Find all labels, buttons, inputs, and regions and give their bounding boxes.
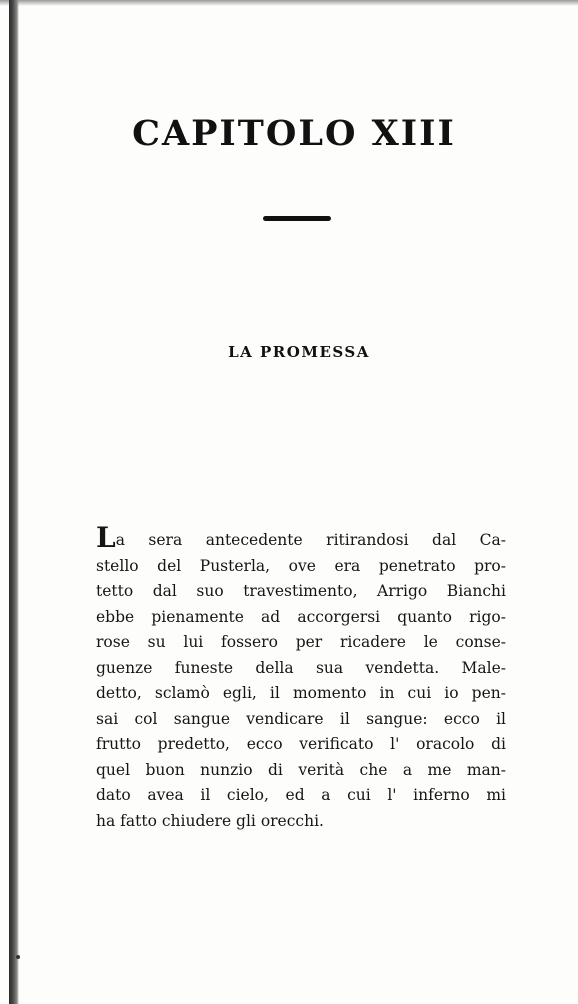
body-line-last: ha fatto chiudere gli orecchi. bbox=[96, 811, 324, 830]
body-line: rose su lui fossero per ricadere le conse- bbox=[96, 633, 506, 651]
body-line: quel buon nunzio di verità che a me man- bbox=[96, 760, 506, 779]
body-line: guenze funeste della sua vendetta. Male- bbox=[96, 658, 506, 677]
body-line: sai col sangue vendicare il sangue: ecco il bbox=[96, 709, 506, 728]
body-line-text: a sera antecedente ritirandosi dal Ca- bbox=[115, 531, 506, 549]
page-top-edge bbox=[0, 0, 578, 6]
chapter-title: CAPITOLO XIII bbox=[132, 113, 456, 154]
page-speck bbox=[16, 955, 20, 959]
body-line: dato avea il cielo, ed a cui l' inferno mi bbox=[96, 786, 506, 804]
section-title: LA PROMESSA bbox=[228, 343, 370, 361]
body-line: tetto dal suo travestimento, Arrigo Bianchi bbox=[96, 582, 506, 600]
drop-cap: L bbox=[96, 521, 116, 554]
body-line: detto, sclamò egli, il momento in cui io pen- bbox=[96, 684, 506, 702]
body-line: stello del Pusterla, ove era penetrato pro- bbox=[96, 556, 506, 575]
body-line: frutto predetto, ecco verificato l' oracolo di bbox=[96, 735, 506, 753]
body-line bbox=[96, 521, 506, 554]
body-paragraph bbox=[96, 521, 506, 834]
body-line: ebbe pienamente ad accorgersi quanto rigo- bbox=[96, 607, 506, 626]
title-rule bbox=[263, 216, 331, 221]
